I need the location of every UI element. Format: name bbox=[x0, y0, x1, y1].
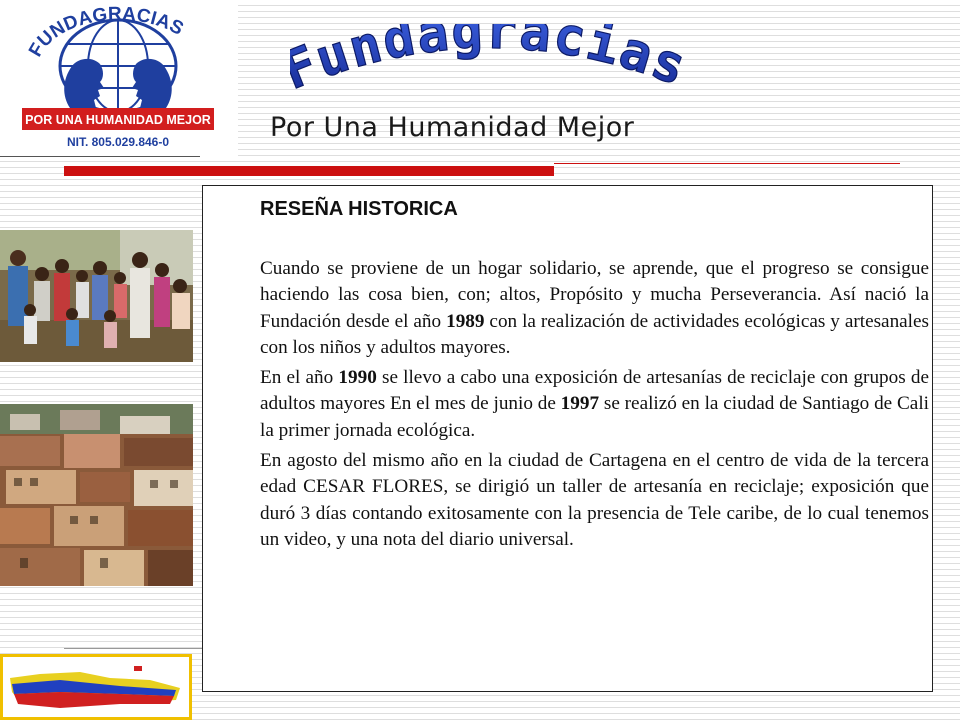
page-subtitle: Por Una Humanidad Mejor bbox=[270, 112, 635, 143]
logo-nit: NIT. 805.029.846-0 bbox=[66, 135, 170, 149]
year-1997: 1997 bbox=[560, 393, 600, 415]
accent-line bbox=[554, 163, 900, 164]
accent-bar bbox=[64, 166, 554, 176]
section-heading: RESEÑA HISTORICA bbox=[260, 198, 458, 220]
group-photo bbox=[0, 230, 193, 362]
title-wordart bbox=[290, 24, 690, 104]
fundagracias-logo bbox=[0, 0, 238, 158]
page-title: undagracias bbox=[308, 24, 690, 98]
content-panel bbox=[202, 185, 933, 692]
paragraph-2: En el año 1990 se llevo a cabo una exposición de artesanías de reciclaje con grupos de adultos mayores En el mes de junio de 1997 se realizó en la ciudad de Santiago de Cali la primer jornada ecológica. bbox=[260, 367, 929, 441]
year-1990: 1990 bbox=[338, 367, 377, 389]
neighborhood-photo bbox=[0, 404, 193, 586]
map-image bbox=[0, 654, 192, 720]
logo-graphic bbox=[0, 0, 238, 158]
paragraph-1: Cuando se proviene de un hogar solidario, se aprende, que el progreso se consigue haciendo las cosa bien, con; altos, Propósito y mucha Perseverancia. Así nació la Fundación desde el año 1989 con la realización de actividades ecológicas y artesanales con los niños y adultos mayores. bbox=[260, 258, 929, 358]
paragraph-3: En agosto del mismo año en la ciudad de Cartagena en el centro de vida de la tercera edad CESAR FLORES, se dirigió un taller de artesanía en reciclaje; exposición que duró 3 días contando exitosamente con la presencia de Tele caribe, de lo cual tenemos un video, y una nota del diario universal. bbox=[260, 450, 929, 550]
history-text bbox=[260, 256, 929, 557]
year-1989: 1989 bbox=[446, 310, 485, 332]
divider-line bbox=[64, 648, 204, 649]
divider-line bbox=[0, 156, 200, 157]
logo-tagline: POR UNA HUMANIDAD MEJOR bbox=[25, 113, 211, 127]
logo-arc-text: FUNDAGRACIAS bbox=[25, 3, 187, 61]
